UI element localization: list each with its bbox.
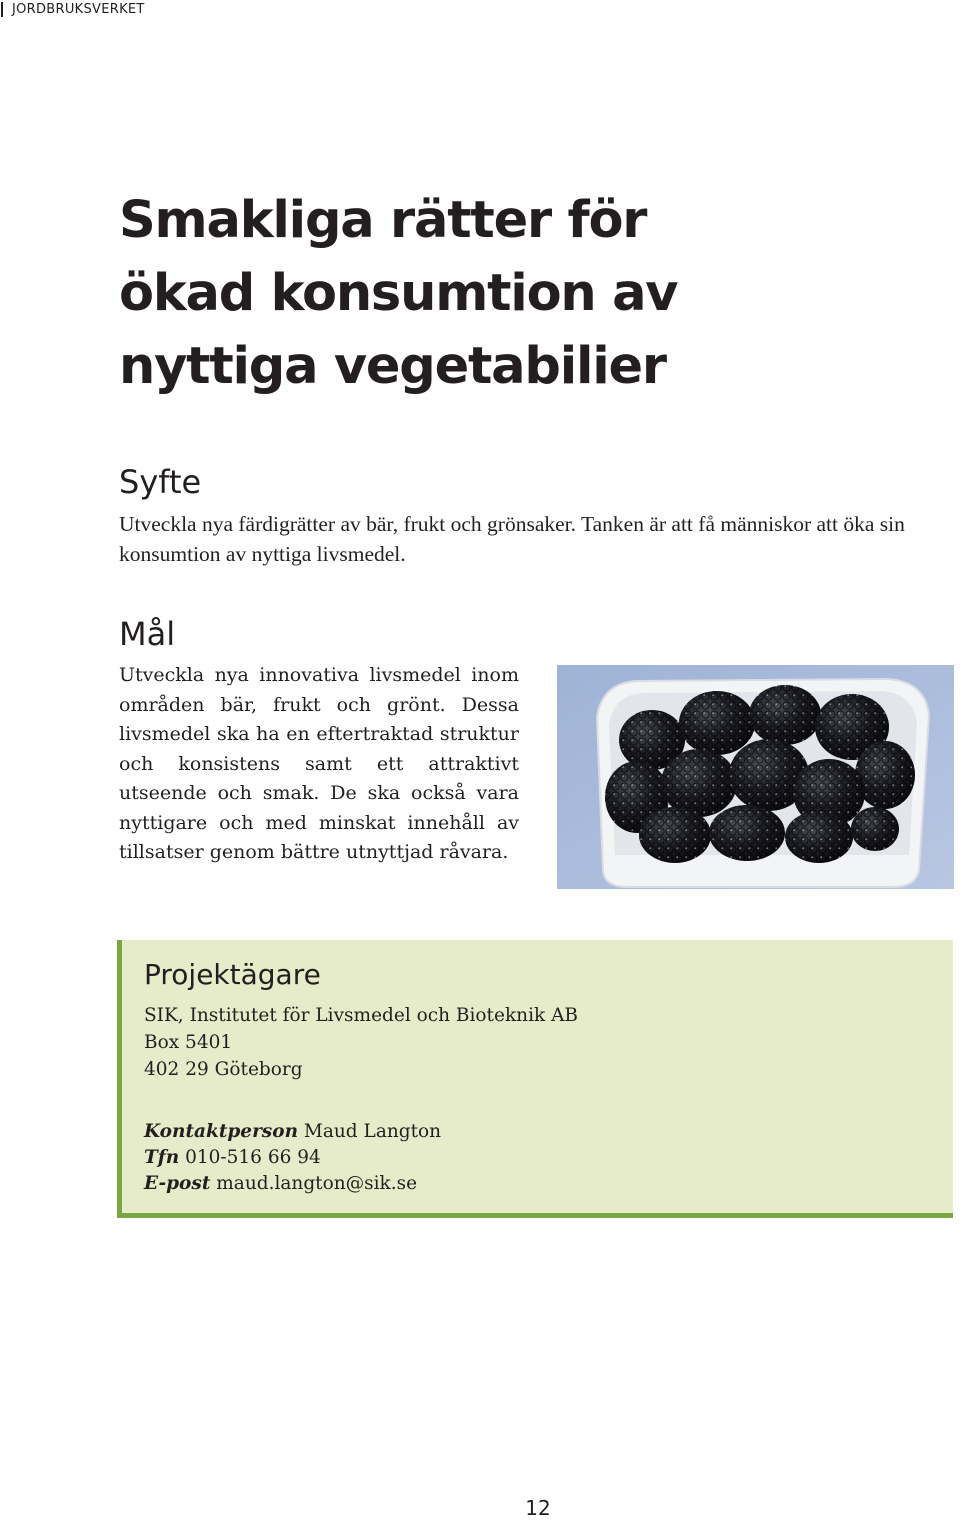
syfte-heading: Syfte	[119, 463, 202, 501]
contact-phone-line	[144, 1145, 441, 1171]
running-header	[0, 0, 145, 18]
contact-person-label: Kontaktperson	[144, 1121, 299, 1142]
mal-heading: Mål	[119, 615, 176, 653]
owner-line-organization: SIK, Institutet för Livsmedel och Bioteknik AB	[144, 1005, 579, 1026]
project-owner-box	[117, 940, 953, 1218]
project-heading: Projektägare	[144, 958, 321, 991]
contact-person-value: Maud Langton	[303, 1121, 442, 1142]
mal-text: Utveckla nya innovativa livsmedel inom områden bär, frukt och grönt. Dessa livsmedel ska ha en eftertraktad struktur och konsistens samt ett attraktivt utseende och smak. De ska också vara nyttigare och med minskat innehåll av tillsatser genom bättre utnyttjad råvara.	[119, 664, 519, 863]
title-line-2: ökad konsumtion av	[119, 264, 678, 323]
blackberries-photo	[557, 665, 954, 889]
contact-email-label: E-post	[144, 1173, 211, 1194]
page-title	[119, 184, 719, 403]
syfte-text: Utveckla nya färdigrätter av bär, frukt och grönsaker. Tanken är att få människor att öka sin konsumtion av nyttiga livsmedel.	[119, 512, 905, 566]
contact-phone-label: Tfn	[144, 1147, 180, 1168]
contact-person-line	[144, 1119, 441, 1145]
header-label: JORDBRUKSVERKET	[12, 1, 145, 17]
blackberries-illustration	[557, 665, 954, 889]
contact-email-line	[144, 1171, 441, 1197]
page-number: 12	[525, 1496, 551, 1520]
header-rule	[1, 2, 3, 17]
owner-line-city: 402 29 Göteborg	[144, 1059, 303, 1080]
title-line-1: Smakliga rätter för	[119, 191, 647, 250]
owner-address	[144, 1002, 578, 1083]
contact-email-value[interactable]: maud.langton@sik.se	[216, 1173, 418, 1194]
contact-details	[144, 1119, 441, 1197]
contact-phone-value: 010-516 66 94	[185, 1147, 321, 1168]
owner-line-box: Box 5401	[144, 1032, 233, 1053]
title-line-3: nyttiga vegetabilier	[119, 337, 666, 396]
